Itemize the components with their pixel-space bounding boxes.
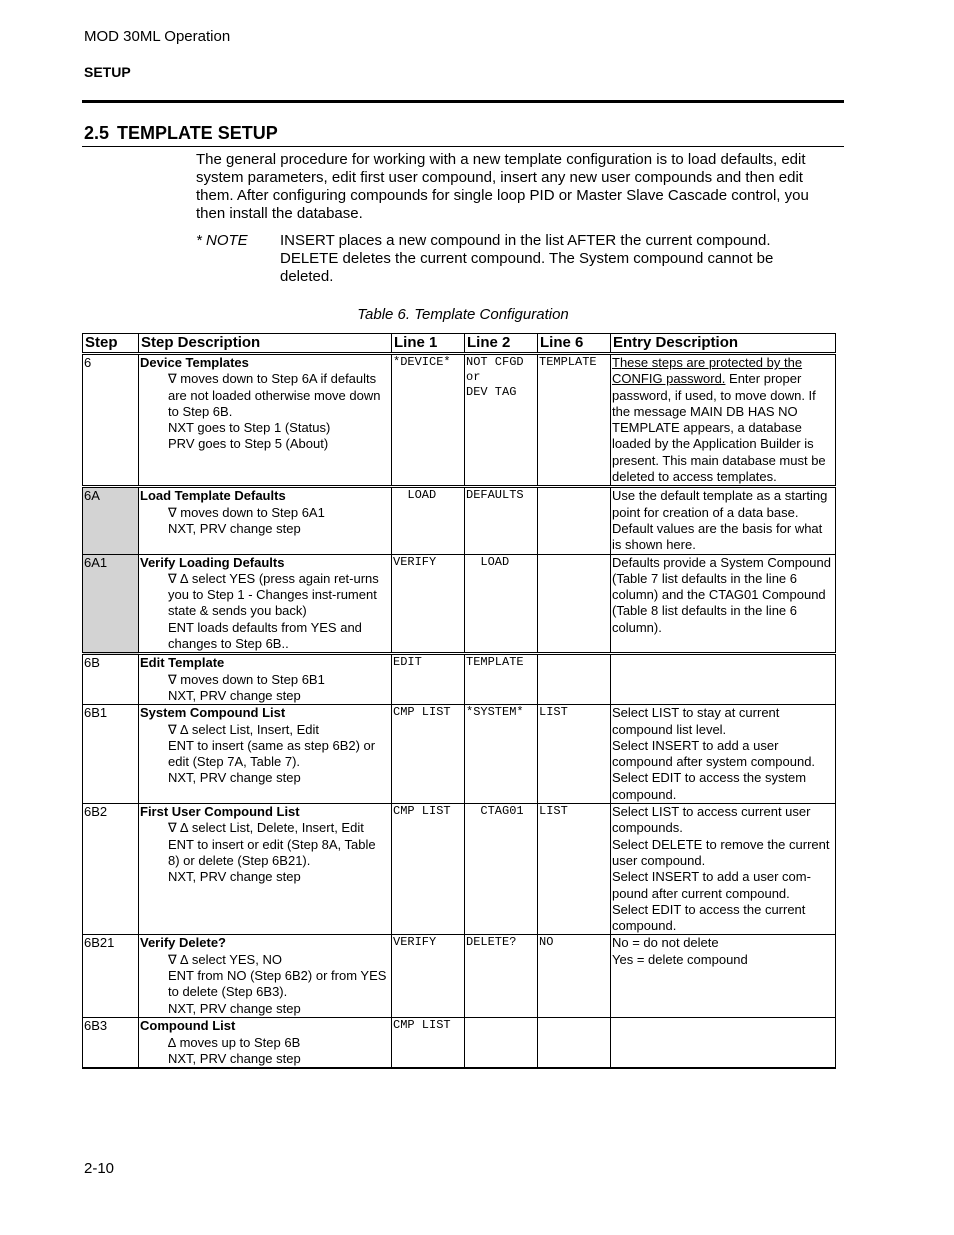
line2-cell: TEMPLATE: [465, 654, 538, 705]
entry-cell: Select LIST to stay at current compound list level. Select INSERT to add a user compound after system compound. Select EDIT to access the system compound.: [611, 705, 836, 804]
table-caption: Table 6. Template Configuration: [357, 306, 569, 323]
note-text: INSERT places a new compound in the list AFTER the current compound. DELETE deletes the current compound. The System compound cannot be deleted.: [280, 232, 774, 285]
line1-cell: CMP LIST: [392, 705, 465, 804]
line6-cell: [538, 487, 611, 554]
entry-cell: Select LIST to access current user compounds. Select DELETE to remove the current user compound. Select INSERT to add a user com-pound after current compound. Select EDIT to access the current compound.: [611, 804, 836, 935]
header-divider: [82, 100, 844, 103]
step-detail: ENT loads defaults from YES and changes to Step 6B..: [168, 619, 362, 652]
section-divider: [82, 146, 844, 147]
step-detail: ∇ ∆ select YES (press again ret-urns you to Step 1 - Changes inst-rument state & sends you back): [168, 570, 379, 619]
description-cell: [139, 654, 392, 705]
step-cell: 6B: [83, 654, 139, 705]
step-detail: ∇ moves down to Step 6A if defaults are not loaded otherwise move down to Step 6B.: [168, 371, 381, 419]
step-cell: 6B2: [83, 804, 139, 935]
line1-cell: VERIFY: [392, 554, 465, 654]
step-detail: NXT, PRV change step: [168, 687, 301, 703]
step-detail: ∇ moves down to Step 6A1: [168, 504, 325, 520]
entry-cell: [611, 354, 836, 487]
step-cell: 6B1: [83, 705, 139, 804]
line2-cell: DEFAULTS: [465, 487, 538, 554]
step-title: First User Compound List: [140, 804, 300, 820]
line1-cell: LOAD: [392, 487, 465, 554]
step-title: Compound List: [140, 1018, 236, 1034]
line1-cell: *DEVICE*: [392, 354, 465, 487]
line6-cell: [538, 1018, 611, 1068]
entry-text: Enter proper password, if used, to move down. If the message MAIN DB HAS NO TEMPLATE appears, a database loaded by the Application Builder is present. This main database must be deleted to access templates.: [612, 371, 826, 485]
description-cell: [139, 935, 392, 1018]
step-cell: 6A: [83, 487, 139, 554]
header-line1: Line 1: [392, 334, 465, 354]
line6-cell: TEMPLATE: [538, 354, 611, 487]
line2-cell: NOT CFGD or DEV TAG: [465, 354, 538, 487]
line1-cell: CMP LIST: [392, 804, 465, 935]
entry-cell: Defaults provide a System Compound (Table 7 list defaults in the line 6 column) and the CTAG01 Compound (Table 8 list defaults in the line 6 column).: [611, 554, 836, 654]
table-row: [83, 1018, 836, 1068]
header-step-description: Step Description: [139, 334, 392, 354]
line6-cell: [538, 654, 611, 705]
header-step: Step: [83, 334, 139, 354]
description-cell: [139, 487, 392, 554]
line1-cell: VERIFY: [392, 935, 465, 1018]
document-title: MOD 30ML Operation: [84, 28, 231, 45]
table-row: [83, 654, 836, 705]
step-detail: PRV goes to Step 5 (About): [168, 436, 329, 452]
section-header: SETUP: [84, 64, 131, 80]
step-detail: ∇ ∆ select List, Delete, Insert, Edit: [168, 820, 364, 836]
step-detail: NXT, PRV change step: [168, 520, 301, 536]
line1-cell: CMP LIST: [392, 1018, 465, 1068]
section-heading: [84, 123, 278, 144]
page-number: 2-10: [84, 1160, 115, 1177]
step-detail: ENT to insert (same as step 6B2) or edit (Step 7A, Table 7).: [168, 737, 376, 770]
step-title: Load Template Defaults: [140, 488, 286, 504]
entry-cell: [611, 1018, 836, 1068]
step-detail: ∇ ∆ select YES, NO: [168, 951, 282, 967]
line2-cell: LOAD: [465, 554, 538, 654]
step-cell: 6: [83, 354, 139, 487]
description-cell: [139, 354, 392, 487]
section-title: TEMPLATE SETUP: [117, 123, 278, 143]
table-row: [83, 354, 836, 487]
line6-cell: LIST: [538, 705, 611, 804]
table-row: [83, 487, 836, 554]
entry-cell: Use the default template as a starting point for creation of a data base. Default values are the basis for what is shown here.: [611, 487, 836, 554]
line6-cell: NO: [538, 935, 611, 1018]
description-cell: [139, 554, 392, 654]
line6-cell: [538, 554, 611, 654]
header-entry-description: Entry Description: [611, 334, 836, 354]
header-line2: Line 2: [465, 334, 538, 354]
step-detail: ∇ ∆ select List, Insert, Edit: [168, 721, 320, 737]
protected-note: These steps are protected by the CONFIG password.: [612, 355, 803, 387]
table-row: [83, 804, 836, 935]
table-row: [83, 554, 836, 654]
table-header-row: [83, 334, 836, 354]
step-cell: 6B3: [83, 1018, 139, 1068]
description-cell: [139, 1018, 392, 1068]
table-row: [83, 935, 836, 1018]
step-detail: ENT from NO (Step 6B2) or from YES to delete (Step 6B3).: [168, 967, 387, 1000]
step-cell: 6A1: [83, 554, 139, 654]
intro-paragraph: The general procedure for working with a new template configuration is to load defaults, edit system parameters, edit first user compound, insert any new user compounds and then edit them. After configuring compounds for single loop PID or Master Slave Cascade control, you then install the database.: [196, 151, 809, 222]
step-title: Edit Template: [140, 655, 225, 671]
step-title: System Compound List: [140, 705, 286, 721]
step-detail: NXT, PRV change step: [168, 1050, 301, 1066]
note-label: * NOTE: [196, 232, 248, 249]
line2-cell: CTAG01: [465, 804, 538, 935]
template-configuration-table: [82, 333, 836, 1069]
table-row: [83, 705, 836, 804]
step-title: Device Templates: [140, 355, 249, 370]
line2-cell: *SYSTEM*: [465, 705, 538, 804]
entry-cell: [611, 654, 836, 705]
step-cell: 6B21: [83, 935, 139, 1018]
step-detail: ∇ moves down to Step 6B1: [168, 671, 325, 687]
step-detail: ENT to insert or edit (Step 8A, Table 8) or delete (Step 6B21).: [168, 836, 376, 868]
step-detail: NXT goes to Step 1 (Status): [168, 420, 331, 436]
step-detail: NXT, PRV change step: [168, 770, 301, 786]
description-cell: [139, 705, 392, 804]
section-number: 2.5: [84, 123, 110, 143]
step-title: Verify Loading Defaults: [140, 554, 285, 570]
line1-cell: EDIT: [392, 654, 465, 705]
line2-cell: DELETE?: [465, 935, 538, 1018]
line6-cell: LIST: [538, 804, 611, 935]
line2-cell: [465, 1018, 538, 1068]
step-detail: NXT, PRV change step: [168, 1000, 301, 1016]
step-title: Verify Delete?: [140, 935, 226, 951]
header-line6: Line 6: [538, 334, 611, 354]
description-cell: [139, 804, 392, 935]
step-detail: ∆ moves up to Step 6B: [168, 1034, 301, 1050]
step-detail: NXT, PRV change step: [168, 869, 301, 885]
entry-cell: No = do not delete Yes = delete compound: [611, 935, 836, 1018]
